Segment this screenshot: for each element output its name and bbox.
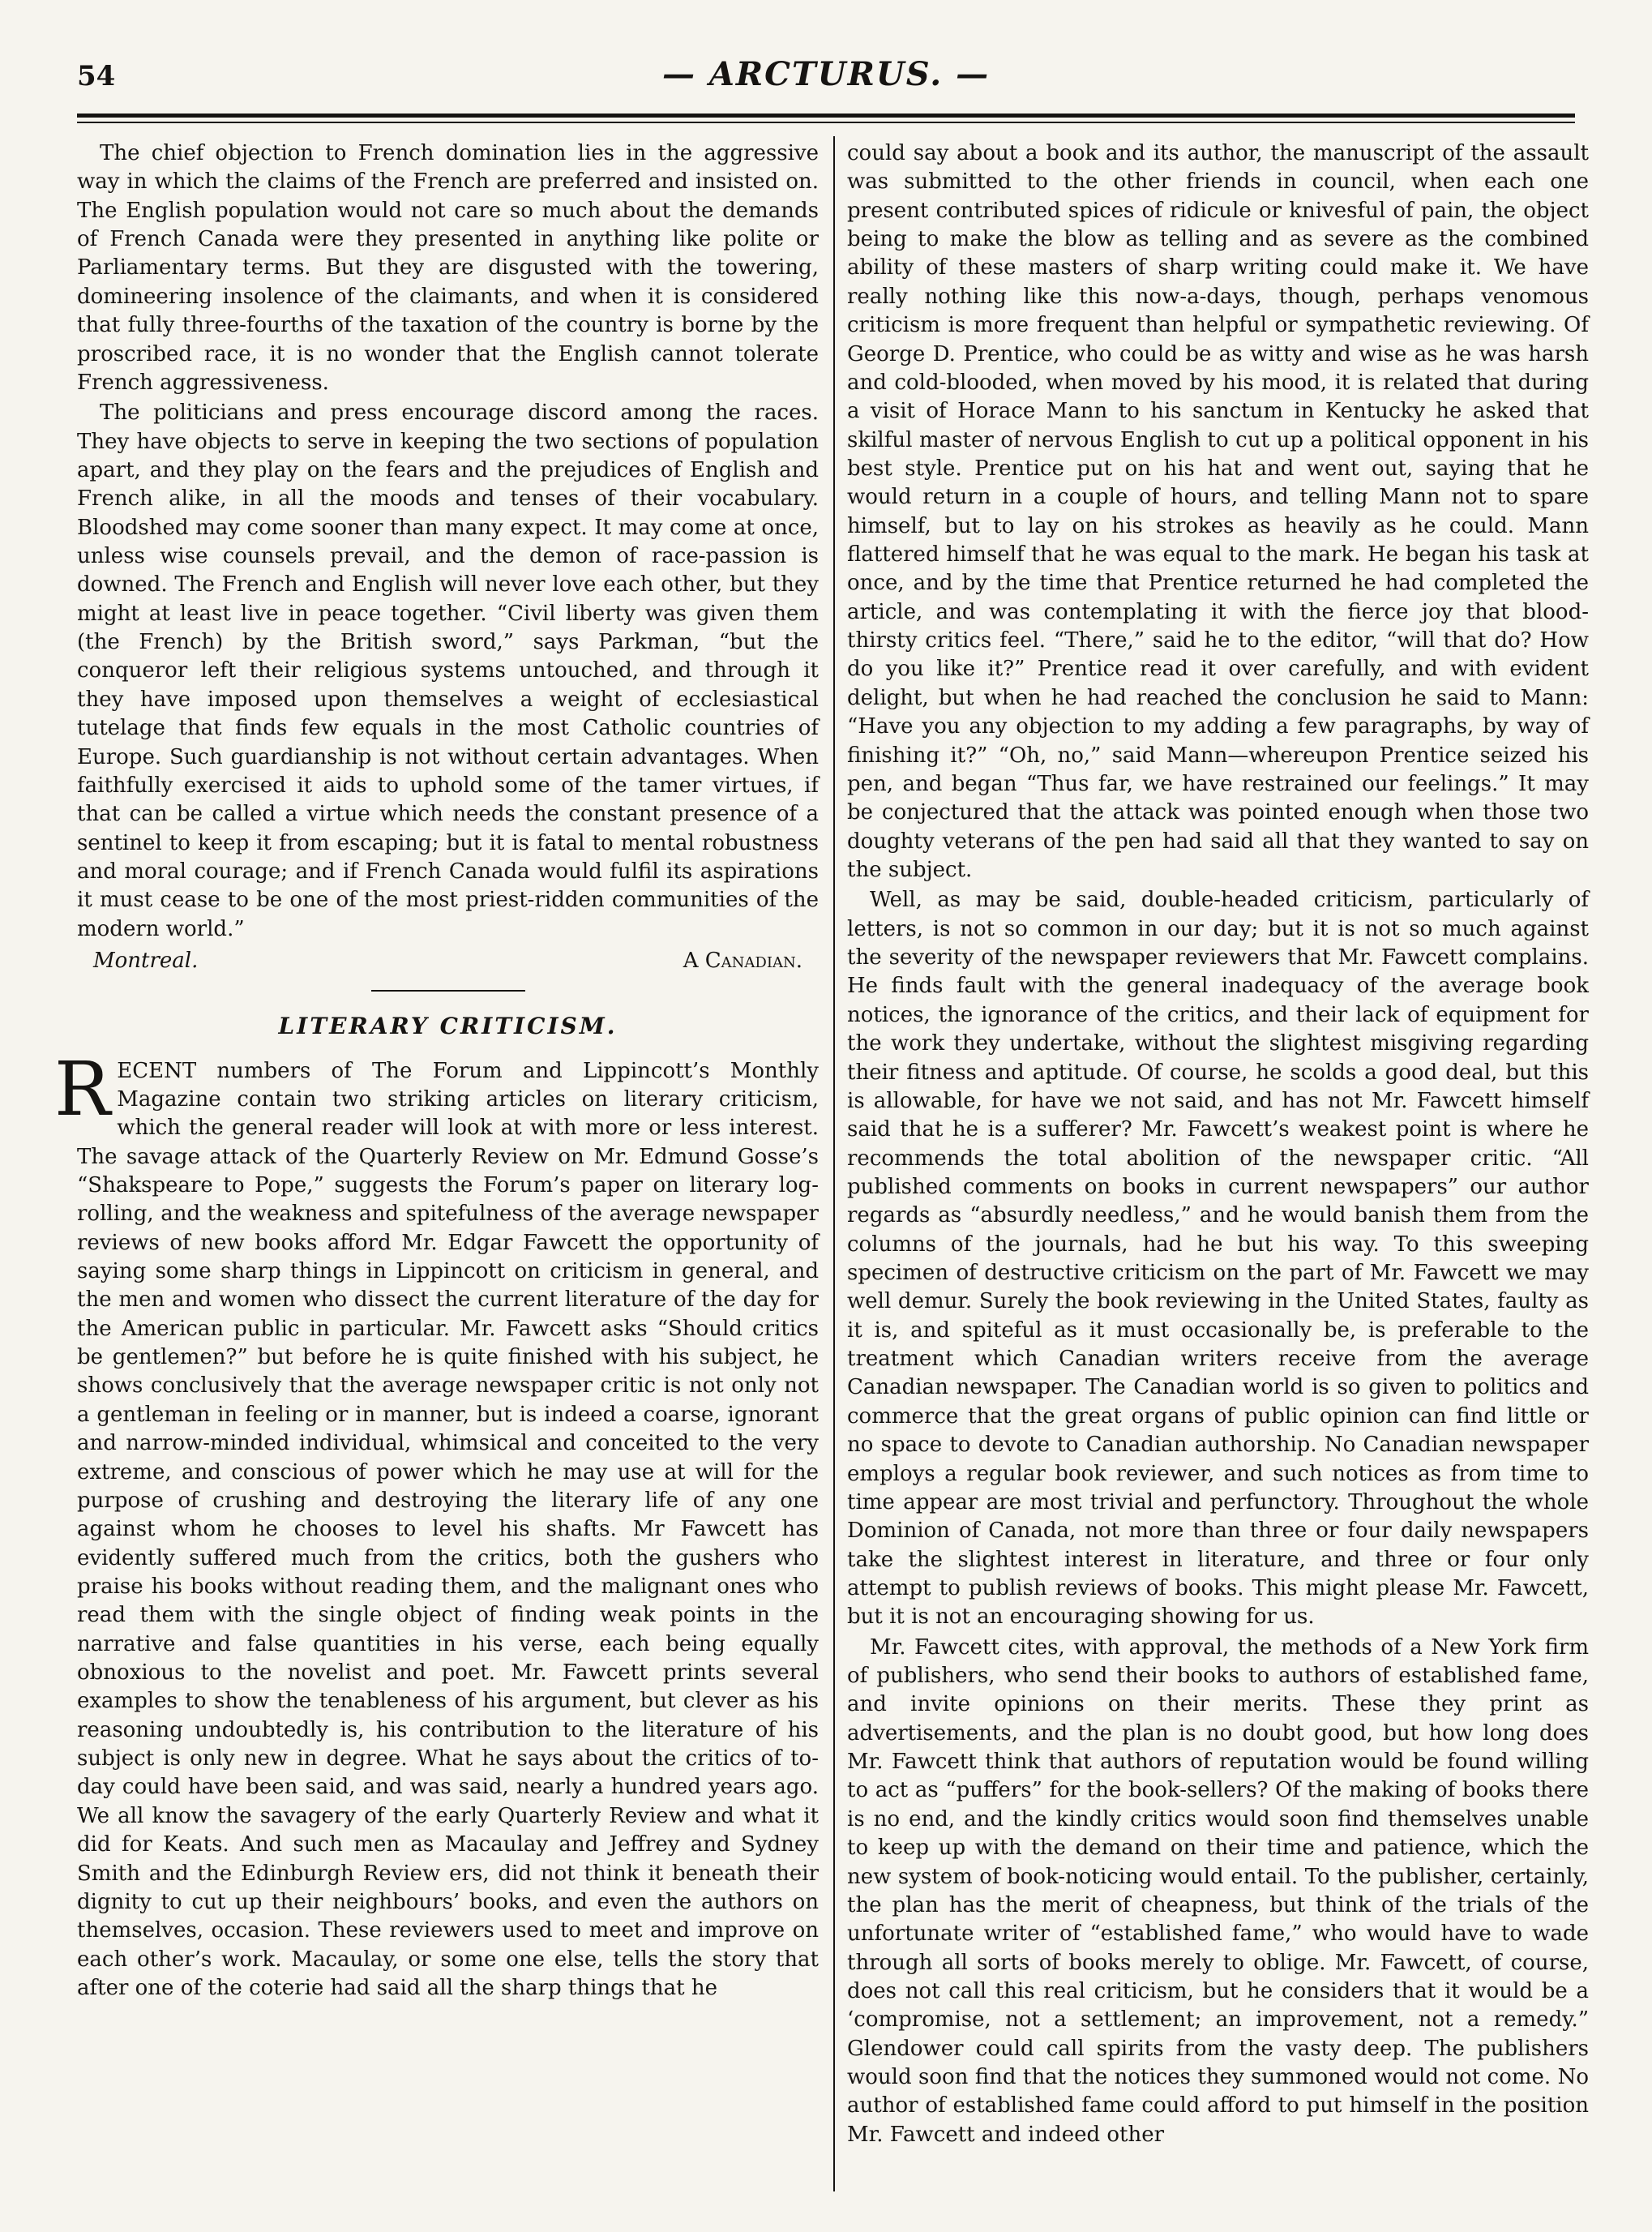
article-paragraph-text: ECENT numbers of The Forum and Lippincott’s Monthly Magazine contain two striking articles on literary criticism, which the general reader will look at with more or less interest. The savage attack of the Quarterly Review on Mr. Edmund Gosse’s “Shakspeare to Pope,” suggests the Forum’s paper on literary log-rolling, and the weakness and spitefulness of the average newspaper reviews of new books afford Mr. Edgar Fawcett the opportunity of saying some sharp things in Lippincott on criticism in general, and the men and women who dissect the current literature of the day for the American public in particular. Mr. Fawcett asks “Should critics be gentlemen?” but before he is quite finished with his subject, he shows conclusively that the average newspaper critic is not only not a gentleman in feeling or in manner, but is indeed a coarse, ignorant and narrow-minded individual, whimsical and conceited to the very extreme, and conscious of power which he may use at will for the purpose of crushing and destroying the literary life of any one against whom he chooses to level his shafts. Mr Fawcett has evidently suffered much from the critics, both the gushers who praise his books without reading them, and the malignant ones who read them with the single object of finding weak points in the narrative and false quantities in his verse, each being equally obnoxious to the novelist and poet. Mr. Fawcett prints several examples to show the tenableness of his argument, but clever as his reasoning undoubtedly is, his contribution to the literature of his subject is only new in degree. What he says about the critics of to-day could have been said, and was said, nearly a hundred years ago. We all know the savagery of the early Quarterly Review and what it did for Keats. And such men as Macaulay and Jeffrey and Sydney Smith and the Edinburgh Review ers, did not think it beneath their dignity to cut up their neighbours’ books, and even the authors on themselves, occasion. These reviewers used to meet and improve on each other’s work. Macaulay, or some one else, tells the story that after one of the coterie had said all the sharp things that he bbox=[77, 1058, 819, 2000]
drop-cap: R bbox=[54, 1045, 111, 1133]
right-column bbox=[847, 139, 1589, 2200]
article-paragraph bbox=[54, 1045, 819, 2003]
article-paragraph: The politicians and press encourage discord among the races. They have objects to serve in keeping the two sections of population apart, and they play on the fears and the prejudices of English and French alike, in all the moods and tenses of their vocabulary. Bloodshed may come sooner than many expect. It may come at once, unless wise counsels prevail, and the demon of race-passion is downed. The French and English will never love each other, but they might at least live in peace together. “Civil liberty was given them (the French) by the British sword,” says Parkman, “but the conqueror left their religious systems untouched, and through it they have imposed upon themselves a weight of ecclesiastical tutelage that finds few equals in the most Catholic countries of Europe. Such guardianship is not without certain advantages. When faithfully exercised it aids to uphold some of the tamer virtues, if that can be called a virtue which needs the constant presence of a sentinel to keep it from escaping; but it is fatal to mental robustness and moral courage; and if French Canada would fulfil its aspirations it must cease to be one of the most priest-ridden communities of the modern world.” bbox=[77, 401, 819, 941]
signoff-place: Montreal. bbox=[93, 949, 199, 974]
header-rule-thick bbox=[77, 114, 1575, 118]
header-rule-thin bbox=[77, 122, 1575, 123]
masthead bbox=[77, 50, 1575, 107]
running-title: — ARCTURUS. — bbox=[661, 55, 991, 93]
signoff-author: A Canadian. bbox=[683, 949, 802, 974]
article-paragraph: Mr. Fawcett cites, with approval, the methods of a New York firm of publishers, who send their books to authors of established fame, and invite opinions on their merits. These they print as advertisements, and the plan is no doubt good, but how long does Mr. Fawcett think that authors of reputation would be found willing to act as “puffers” for the book-sellers? Of the making of books there is no end, and the kindly critics would soon find themselves unable to keep up with the demand on their time and patience, which the new system of book-noticing would entail. To the publisher, certainly, the plan has the merit of cheapness, but think of the trials of the unfortunate writer of “established fame,” who would have to wade through all sorts of books merely to oblige. Mr. Fawcett, of course, does not call this real criticism, but he considers that it would be a ‘compromise, not a settlement; an improvement, not a remedy.” Glendower could call spirits from the vasty deep. The publishers would soon find that the notices they summoned would not come. No author of established fame could afford to put himself in the position Mr. Fawcett and indeed other bbox=[847, 1634, 1589, 2147]
article-signoff bbox=[77, 947, 819, 975]
article-paragraph: The chief objection to French domination lies in the aggressive way in which the claims of the French are preferred and insisted on. The English population would not care so much about the demands of French Canada were they presented in anything like polite or Parliamentary terms. But they are disgusted with the towering, domineering insolence of the claimants, and when it is considered that fully three-fourths of the taxation of the country is borne by the proscribed race, it is no wonder that the English cannot tolerate French aggressiveness. bbox=[77, 141, 819, 395]
section-divider bbox=[371, 990, 525, 992]
article-paragraph: could say about a book and its author, the manuscript of the assault was submitted to the other friends in council, when each one present contributed spices of ridicule or knivesful of pain, the object being to make the blow as telling and as severe as the combined ability of these masters of sharp writing could make it. We have really nothing like this now-a-days, though, perhaps venomous criticism is more frequent than helpful or sympathetic reviewing. Of George D. Prentice, who could be as witty and wise as he was harsh and cold-blooded, when moved by his mood, it is related that during a visit of Horace Mann to his sanctum in Kentucky he asked that skilful master of nervous English to cut up a political opponent in his best style. Prentice put on his hat and went out, saying that he would return in a couple of hours, and telling Mann not to spare himself, but to lay on his strokes as heavily as he could. Mann flattered himself that he was equal to the mark. He began his task at once, and by the time that Prentice returned he had completed the article, and was contemplating it with the fierce joy that blood-thirsty critics feel. “There,” said he to the editor, “will that do? How do you like it?” Prentice read it over carefully, and with evident delight, but when he had reached the conclusion he said to Mann: “Have you any objection to my adding a few paragraphs, by way of finishing it?” “Oh, no,” said Mann—whereupon Prentice seized his pen, and began “Thus far, we have restrained our feelings.” It may be conjectured that the attack was pointed enough when those two doughty veterans of the pen had said all that they wanted to say on the subject. bbox=[847, 141, 1589, 882]
page-number: 54 bbox=[77, 60, 116, 92]
article-paragraph: Well, as may be said, double-headed criticism, particularly of letters, is not so common in our day; but it is not so much against the severity of the newspaper reviewers that Mr. Fawcett complains. He finds fault with the general inadequacy of the average book notices, the ignorance of the critics, and their lack of equipment for the work they undertake, without the slightest misgiving regarding their fitness and aptitude. Of course, he scolds a good deal, but this is allowable, for have we not said, and has not Mr. Fawcett himself said that he is a sufferer? Mr. Fawcett’s weakest point is where he recommends the total abolition of the newspaper critic. “All published comments on books in current newspapers” our author regards as “absurdly needless,” and he would banish them from the columns of the journals, had he but his way. To this sweeping specimen of destructive criticism on the part of Mr. Fawcett we may well demur. Surely the book reviewing in the United States, faulty as it is, and spiteful as it must occasionally be, is preferable to the treatment which Canadian writers receive from the average Canadian newspaper. The Canadian world is so given to politics and commerce that the great organs of public opinion can find little or no space to devote to Canadian authorship. No Canadian newspaper employs a regular book reviewer, and such notices as from time to time appear are most trivial and perfunctory. Throughout the whole Dominion of Canada, not more than three or four daily newspapers take the slightest interest in literature, and three or four only attempt to publish reviews of books. This might please Mr. Fawcett, but it is not an encouraging showing for us. bbox=[847, 888, 1589, 1630]
column-divider bbox=[833, 136, 835, 2191]
article-title: LITERARY CRITICISM. bbox=[278, 1013, 618, 1040]
left-column bbox=[54, 139, 819, 2200]
